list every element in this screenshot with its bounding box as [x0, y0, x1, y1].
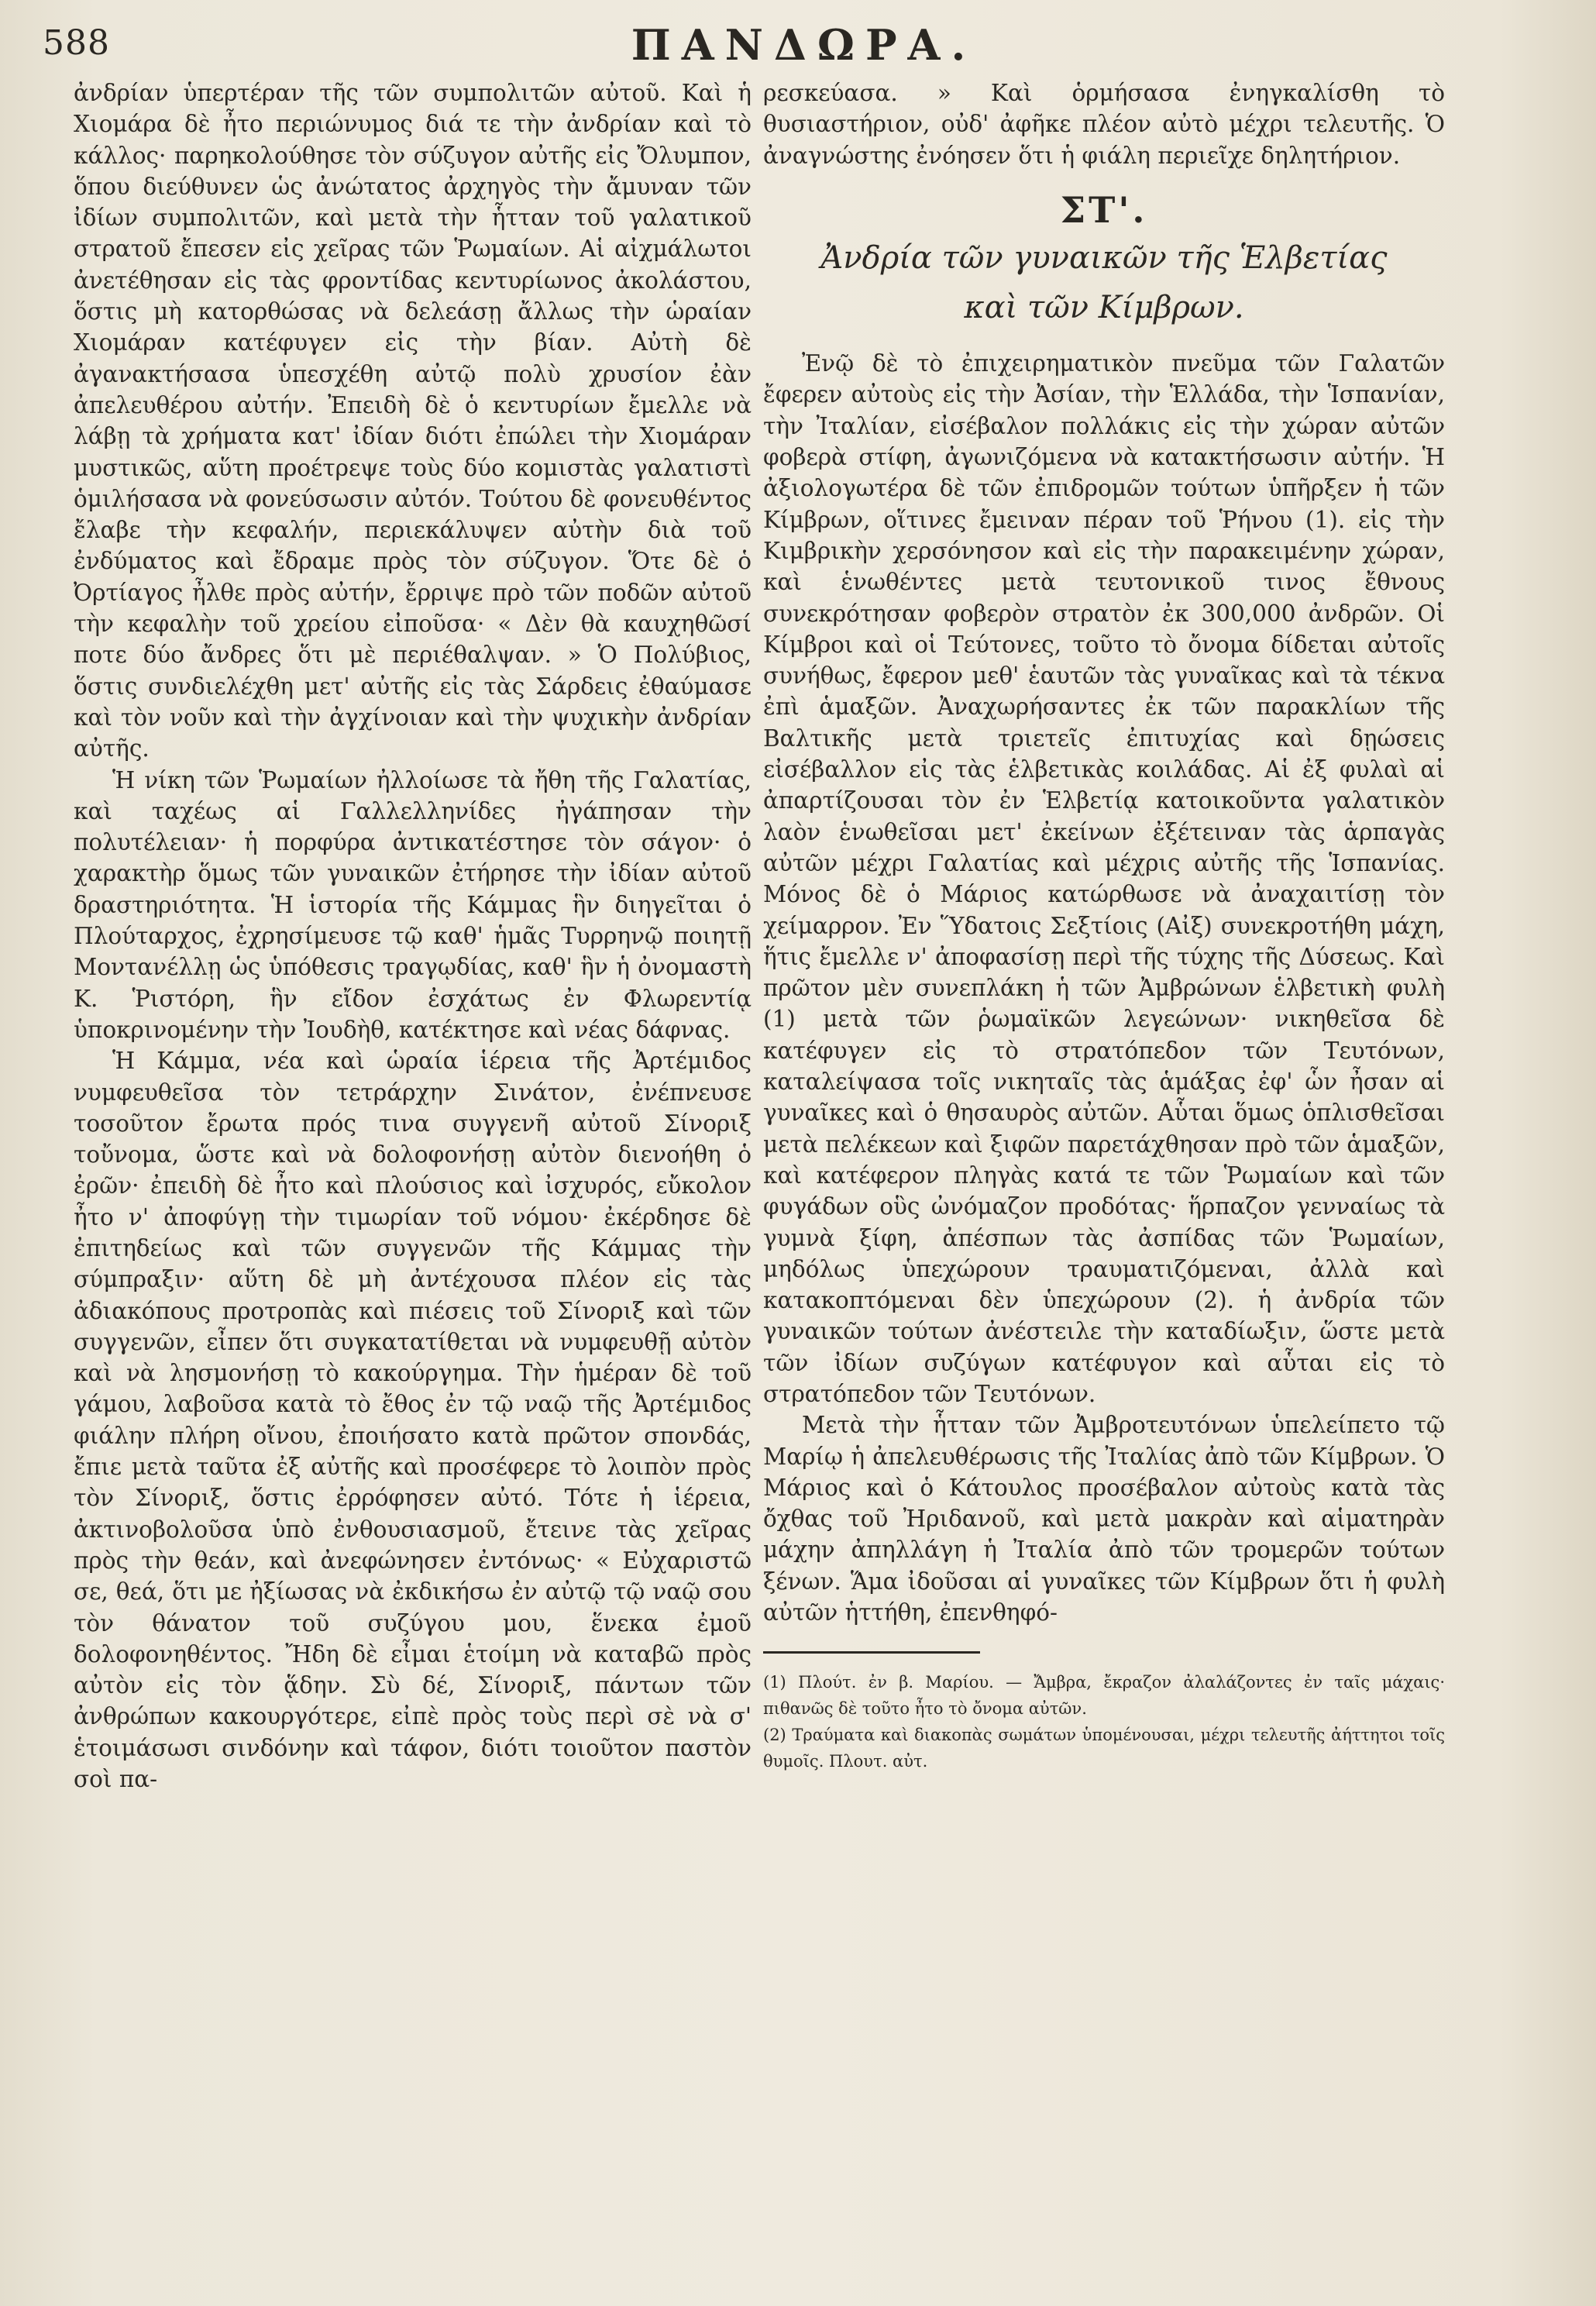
footnote-2: (2) Τραύματα καὶ διακοπὰς σωμάτων ὑπομένουσαι, μέχρι τελευτῆς ἀήττητοι τοῖς θυμοῖς. Πλουτ. αὐτ.	[763, 1726, 1445, 1771]
left-paragraph-2: Ἡ νίκη τῶν Ῥωμαίων ἠλλοίωσε τὰ ἤθη τῆς Γαλατίας, καὶ ταχέως αἱ Γαλλελληνίδες ἠγάπησαν τὴν πολυτέλειαν· ἡ πορφύρα ἀντικατέστησε τὸν σάγον· ὁ χαρακτὴρ ὅμως τῶν γυναικῶν ἐτήρησε τὴν ἰδίαν αὐτοῦ δραστηριότητα. Ἡ ἱστορία τῆς Κάμμας ἣν διηγεῖται ὁ Πλούταρχος, ἐχρησίμευσε τῷ καθ' ἡμᾶς Τυρρηνῷ ποιητῇ Μοντανέλλῃ ὡς ὑπόθεσις τραγῳδίας, καθ' ἣν ἡ ὀνομαστὴ Κ. Ῥιστόρη, ἣν εἴδον ἐσχάτως ἐν Φλωρεντίᾳ ὑποκρινομένην τὴν Ἰουδὴθ, κατέκτησε καὶ νέας δάφνας.	[74, 766, 752, 1043]
footnote-divider	[763, 1651, 980, 1654]
section-title	[763, 233, 1445, 332]
left-column	[74, 77, 752, 2275]
section-title-line-2: καὶ τῶν Κίμβρων.	[964, 290, 1244, 326]
right-paragraph-1: Ἐνῷ δὲ τὸ ἐπιχειρηματικὸν πνεῦμα τῶν Γαλατῶν ἔφερεν αὐτοὺς εἰς τὴν Ἀσίαν, τὴν Ἑλλάδα, τὴν Ἱσπανίαν, τὴν Ἰταλίαν, εἰσέβαλον πολλάκις εἰς τὴν χώραν αὐτῶν φοβερὰ στίφη, ἀγωνιζόμενα νὰ κατακτήσωσιν αὐτήν. Ἡ ἀξιολογωτέρα δὲ τῶν ἐπιδρομῶν τούτων ὑπῆρξεν ἡ τῶν Κίμβρων, οἵτινες ἔμειναν πέραν τοῦ Ῥήνου (1). εἰς τὴν Κιμβρικὴν χερσόνησον καὶ εἰς τὴν παρακειμένην χώραν, καὶ ἑνωθέντες μετὰ τευτονικοῦ τινος ἔθνους συνεκρότησαν φοβερὸν στρατὸν ἐκ 300,000 ἀνδρῶν. Οἱ Κίμβροι καὶ οἱ Τεύτονες, τοῦτο τὸ ὄνομα δίδεται αὐτοῖς συνήθως, ἔφερον μεθ' ἑαυτῶν τὰς γυναῖκας καὶ τὰ τέκνα ἐπὶ ἁμαξῶν. Ἀναχωρήσαντες ἐκ τῶν παρακλίων τῆς Βαλτικῆς μετὰ τριετεῖς ἐπιτυχίας καὶ δῃώσεις εἰσέβαλλον εἰς τὰς ἑλβετικὰς κοιλάδας. Αἱ ἐξ φυλαὶ αἱ ἀπαρτίζουσαι τὸν ἐν Ἑλβετίᾳ κατοικοῦντα γαλατικὸν λαὸν ἑνωθεῖσαι μετ' ἐκείνων ἐξέτειναν τὰς ἁρπαγὰς αὐτῶν μέχρι Γαλατίας καὶ μέχρις αὐτῆς τῆς Ἱσπανίας. Μόνος δὲ ὁ Μάριος κατώρθωσε νὰ ἀναχαιτίσῃ τὸν χείμαρρον. Ἐν Ὕδατοις Σεξτίοις (Αἰξ) συνεκροτήθη μάχη, ἥτις ἔμελλε ν' ἀποφασίσῃ περὶ τῆς τύχης τῆς Δύσεως. Καὶ πρῶτον μὲν συνεπλάκη ἡ τῶν Ἀμβρώνων ἑλβετικὴ φυλὴ (1) μετὰ τῶν ῥωμαϊκῶν λεγεώνων· νικηθεῖσα δὲ κατέφυγεν εἰς τὸ στρατόπεδον τῶν Τευτόνων, καταλείψασα τοῖς νικηταῖς τὰς ἁμάξας ἐφ' ὧν ἦσαν αἱ γυναῖκες καὶ ὁ θησαυρὸς αὐτῶν. Αὗται ὅμως ὁπλισθεῖσαι μετὰ πελέκεων καὶ ξιφῶν παρετάχθησαν πρὸ τῶν ἁμαξῶν, καὶ κατέφερον πληγὰς κατά τε τῶν Ῥωμαίων καὶ τῶν φυγάδων οὓς ὠνόμαζον προδότας· ἥρπαζον γενναίως τὰ γυμνὰ ξίφη, ἀπέσπων τὰς ἀσπίδας τῶν Ῥωμαίων, μηδόλως ὑπεχώρουν τραυματιζόμεναι, ἀλλὰ καὶ κατακοπτόμεναι δὲν ὑπεχώρουν (2). ἡ ἀνδρία τῶν γυναικῶν τούτων ἀνέστειλε τὴν καταδίωξιν, ὥστε μετὰ τῶν ἰδίων συζύγων κατέφυγον καὶ αὗται εἰς τὸ στρατόπεδον τῶν Τευτόνων.	[763, 350, 1445, 1407]
running-head	[43, 17, 1565, 71]
right-paragraph-2: Μετὰ τὴν ἧτταν τῶν Ἀμβροτευτόνων ὑπελείπετο τῷ Μαρίῳ ἡ ἀπελευθέρωσις τῆς Ἰταλίας ἀπὸ τῶν Κίμβρων. Ὁ Μάριος καὶ ὁ Κάτουλος προσέβαλον αὐτοὺς κατὰ τὰς ὄχθας τοῦ Ἠριδανοῦ, καὶ μετὰ μακρὰν καὶ αἱματηρὰν μάχην ἀπηλλάγη ἡ Ἰταλία ἀπὸ τῶν τρομερῶν τούτων ξένων. Ἅμα ἰδοῦσαι αἱ γυναῖκες τῶν Κίμβρων ὅτι ἡ φυλὴ αὐτῶν ἡττήθη, ἐπενθηφό-	[763, 1412, 1445, 1626]
section-number: ΣΤ'.	[1060, 188, 1148, 231]
left-paragraph-3: Ἡ Κάμμα, νέα καὶ ὡραία ἱέρεια τῆς Ἀρτέμιδος νυμφευθεῖσα τὸν τετράρχην Σινάτον, ἐνέπνευσε τοσοῦτον ἔρωτα πρός τινα συγγενῆ αὐτοῦ Σίνοριξ τοὔνομα, ὥστε καὶ νὰ δολοφονήσῃ αὐτὸν διενοήθη ὁ ἐρῶν· ἐπειδὴ δὲ ἦτο καὶ πλούσιος καὶ ἰσχυρός, εὔκολον ἦτο ν' ἀποφύγῃ τὴν τιμωρίαν τοῦ νόμου· ἐκέρδησε δὲ ἐπιτηδείως καὶ τῶν συγγενῶν τῆς Κάμμας τὴν σύμπραξιν· αὕτη δὲ μὴ ἀντέχουσα πλέον εἰς τὰς ἀδιακόπους προτροπὰς καὶ πιέσεις τοῦ Σίνοριξ καὶ τῶν συγγενῶν, εἶπεν ὅτι συγκατατίθεται νὰ νυμφευθῇ αὐτὸν καὶ νὰ λησμονήσῃ τὸ κακούργημα. Τὴν ἡμέραν δὲ τοῦ γάμου, λαβοῦσα κατὰ τὸ ἔθος ἐν τῷ ναῷ τῆς Ἀρτέμιδος φιάλην πλήρη οἴνου, ἐποιήσατο κατὰ πρῶτον σπονδάς, ἔπιε μετὰ ταῦτα ἐξ αὐτῆς καὶ προσέφερε τὸ λοιπὸν πρὸς τὸν Σίνοριξ, ὅστις ἐρρόφησεν αὐτό. Τότε ἡ ἱέρεια, ἀκτινοβολοῦσα ὑπὸ ἐνθουσιασμοῦ, ἔτεινε τὰς χεῖρας πρὸς τὴν θεάν, καὶ ἀνεφώνησεν ἐντόνως· « Εὐχαριστῶ σε, θεά, ὅτι με ἠξίωσας νὰ ἐκδικήσω ἐν αὐτῷ τῷ ναῷ σου τὸν θάνατον τοῦ συζύγου μου, ἕνεκα ἐμοῦ δολοφονηθέντος. Ἤδη δὲ εἶμαι ἑτοίμη νὰ καταβῶ πρὸς αὐτὸν εἰς τὸν ᾅδην. Σὺ δέ, Σίνοριξ, πάντων τῶν ἀνθρώπων κακουργότερε, εἰπὲ πρὸς τοὺς περὶ σὲ νὰ σ' ἑτοιμάσωσι σινδόνην καὶ τάφον, διότι τοιοῦτον παστὸν σοὶ πα-	[74, 1048, 752, 1793]
page-number: 588	[43, 23, 110, 63]
right-opening-paragraph: ρεσκεύασα. » Καὶ ὁρμήσασα ἐνηγκαλίσθη τὸ θυσιαστήριον, οὐδ' ἀφῆκε πλέον αὐτὸ μέχρι τελευτῆς. Ὁ ἀναγνώστης ἐνόησεν ὅτι ἡ φιάλη περιεῖχε δηλητήριον.	[763, 80, 1445, 169]
section-title-line-1: Ἀνδρία τῶν γυναικῶν τῆς Ἑλβετίας	[820, 240, 1388, 277]
footnote-1: (1) Πλούτ. ἐν β. Μαρίου. — Ἄμβρα, ἔκραζον ἀλαλάζοντες ἐν ταῖς μάχαις· πιθανῶς δὲ τοῦτο ἦτο τὸ ὄνομα αὐτῶν.	[763, 1673, 1445, 1719]
left-paragraph-1: ἀνδρίαν ὑπερτέραν τῆς τῶν συμπολιτῶν αὐτοῦ. Καὶ ἡ Χιομάρα δὲ ἦτο περιώνυμος διά τε τὴν ἀνδρίαν καὶ τὸ κάλλος· παρηκολούθησε τὸν σύζυγον αὐτῆς εἰς Ὄλυμπον, ὅπου διεύθυνεν ὡς ἀνώτατος ἀρχηγὸς τὴν ἄμυναν τῶν ἰδίων συμπολιτῶν, καὶ μετὰ τὴν ἧτταν τοῦ γαλατικοῦ στρατοῦ ἔπεσεν εἰς χεῖρας τῶν Ῥωμαίων. Αἱ αἰχμάλωτοι ἀνετέθησαν εἰς τὰς φροντίδας κεντυρίωνος ἀκολάστου, ὅστις μὴ κατορθώσας νὰ δελεάσῃ ἄλλως τὴν ὡραίαν Χιομάραν κατέφυγεν εἰς τὴν βίαν. Αὐτὴ δὲ ἀγανακτήσασα ὑπεσχέθη αὐτῷ πολὺ χρυσίον ἐὰν ἀπελευθέρου αὐτήν. Ἐπειδὴ δὲ ὁ κεντυρίων ἔμελλε νὰ λάβῃ τὰ χρήματα κατ' ἰδίαν διότι ἐπώλει τὴν Χιομάραν μυστικῶς, αὕτη προέτρεψε τοὺς δύο κομιστὰς γαλατιστὶ ὁμιλήσασα νὰ φονεύσωσιν αὐτόν. Τούτου δὲ φονευθέντος ἔλαβε τὴν κεφαλήν, περιεκάλυψεν αὐτὴν διὰ τοῦ ἐνδύματος καὶ ἔδραμε πρὸς τὸν σύζυγον. Ὅτε δὲ ὁ Ὀρτίαγος ἦλθε πρὸς αὐτήν, ἔρριψε πρὸ τῶν ποδῶν αὐτοῦ τὴν κεφαλὴν τοῦ χρείου εἰποῦσα· « Δὲν θὰ καυχηθῶσί ποτε δύο ἄνδρες ὅτι μὲ περιέθαλψαν. » Ὁ Πολύβιος, ὅστις συνδιελέχθη μετ' αὐτῆς εἰς τὰς Σάρδεις ἐθαύμασε καὶ τὸν νοῦν καὶ τὴν ἀγχίνοιαν καὶ τὴν ψυχικὴν ἀνδρίαν αὐτῆς.	[74, 80, 752, 762]
right-column	[763, 77, 1445, 2275]
journal-title: ΠΑΝΔΩΡΑ.	[631, 20, 977, 70]
